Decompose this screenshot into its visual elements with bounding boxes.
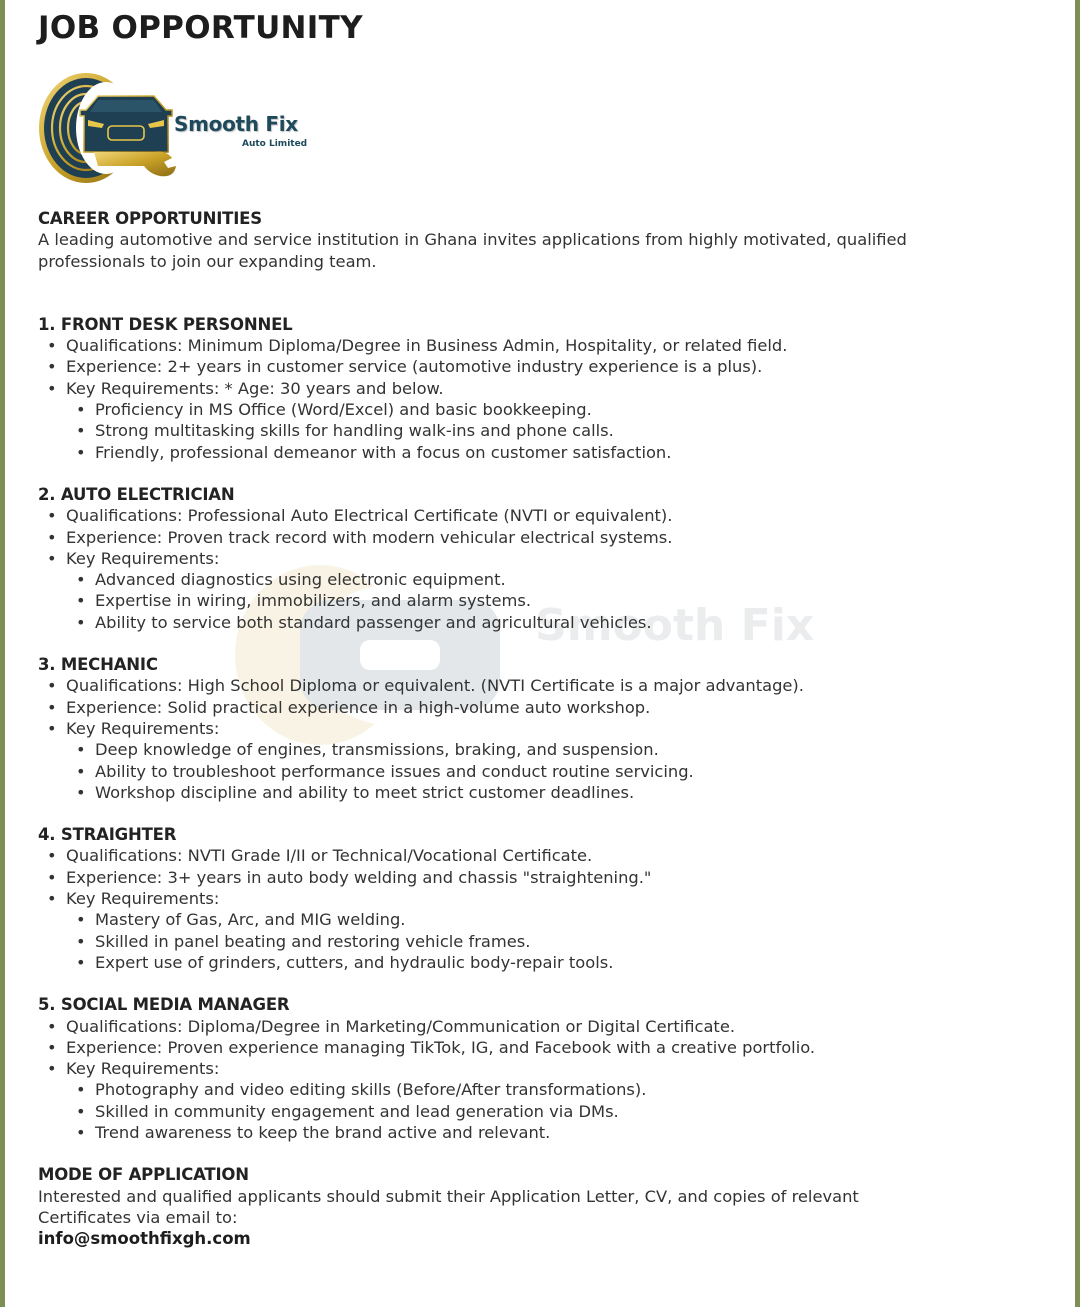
application-heading: MODE OF APPLICATION — [38, 1165, 249, 1185]
document-body — [38, 208, 1038, 1249]
list-item: • Key Requirements: — [38, 888, 1038, 909]
sub-list-item: • Ability to troubleshoot performance issues and conduct routine servicing. — [38, 761, 1038, 782]
application-line-2: Certificates via email to: — [38, 1207, 238, 1227]
sub-list-item: • Strong multitasking skills for handling walk-ins and phone calls. — [38, 420, 1038, 441]
sub-list-item: • Photography and video editing skills (Before/After transformations). — [38, 1079, 1038, 1100]
list-item: • Qualifications: Professional Auto Electrical Certificate (NVTI or equivalent). — [38, 505, 1038, 526]
sub-list-item: • Mastery of Gas, Arc, and MIG welding. — [38, 909, 1038, 930]
intro-heading: CAREER OPPORTUNITIES — [38, 209, 262, 228]
position-section — [38, 314, 1038, 463]
position-section — [38, 484, 1038, 633]
sub-list-item: • Proficiency in MS Office (Word/Excel) and basic bookkeeping. — [38, 399, 1038, 420]
position-section — [38, 654, 1038, 803]
sub-list-item: • Advanced diagnostics using electronic equipment. — [38, 569, 1038, 590]
contact-email-link[interactable]: info@smoothfixgh.com — [38, 1229, 251, 1249]
sub-list-item: • Deep knowledge of engines, transmissions, braking, and suspension. — [38, 739, 1038, 760]
list-item: • Experience: 3+ years in auto body welding and chassis "straightening." — [38, 867, 1038, 888]
list-item: • Qualifications: NVTI Grade I/II or Technical/Vocational Certificate. — [38, 845, 1038, 866]
list-item: • Experience: Solid practical experience in a high-volume auto workshop. — [38, 697, 1038, 718]
list-item: • Experience: Proven track record with modern vehicular electrical systems. — [38, 527, 1038, 548]
sub-list-item: • Ability to service both standard passenger and agricultural vehicles. — [38, 612, 1038, 633]
position-title: 1. FRONT DESK PERSONNEL — [38, 314, 293, 334]
list-item: • Qualifications: High School Diploma or equivalent. (NVTI Certificate is a major advantage). — [38, 675, 1038, 696]
application-section — [38, 1164, 1038, 1249]
application-line-1: Interested and qualified applicants should submit their Application Letter, CV, and copies of relevant — [38, 1186, 859, 1206]
sub-list-item: • Friendly, professional demeanor with a focus on customer satisfaction. — [38, 442, 1038, 463]
sub-list-item: • Skilled in community engagement and lead generation via DMs. — [38, 1101, 1038, 1122]
company-logo — [36, 70, 326, 188]
intro-section — [38, 208, 1038, 272]
position-title: 4. STRAIGHTER — [38, 825, 177, 845]
page-title: JOB OPPORTUNITY — [38, 10, 363, 46]
position-title: 2. AUTO ELECTRICIAN — [38, 484, 235, 504]
left-border — [0, 0, 5, 1307]
list-item: • Key Requirements: — [38, 718, 1038, 739]
position-section — [38, 824, 1038, 973]
list-item: • Qualifications: Diploma/Degree in Marketing/Communication or Digital Certificate. — [38, 1016, 1038, 1037]
list-item: • Experience: 2+ years in customer service (automotive industry experience is a plus). — [38, 356, 1038, 377]
logo-name: Smooth Fix — [174, 112, 298, 136]
sub-list-item: • Workshop discipline and ability to meet strict customer deadlines. — [38, 782, 1038, 803]
sub-list-item: • Trend awareness to keep the brand active and relevant. — [38, 1122, 1038, 1143]
watermark-text: Smooth Fix — [535, 600, 815, 651]
sub-list-item: • Skilled in panel beating and restoring vehicle frames. — [38, 931, 1038, 952]
right-border — [1075, 0, 1080, 1307]
list-item: • Qualifications: Minimum Diploma/Degree in Business Admin, Hospitality, or related field. — [38, 335, 1038, 356]
sub-list-item: • Expertise in wiring, immobilizers, and alarm systems. — [38, 590, 1038, 611]
intro-line-2: professionals to join our expanding team. — [38, 251, 377, 271]
position-title: 5. SOCIAL MEDIA MANAGER — [38, 995, 290, 1015]
sub-list-item: • Expert use of grinders, cutters, and hydraulic body-repair tools. — [38, 952, 1038, 973]
intro-line-1: A leading automotive and service institution in Ghana invites applications from highly motivated, qualified — [38, 230, 907, 250]
logo-subtitle: Auto Limited — [242, 139, 308, 149]
list-item: • Experience: Proven experience managing TikTok, IG, and Facebook with a creative portfolio. — [38, 1037, 1038, 1058]
list-item: • Key Requirements: — [38, 1058, 1038, 1079]
position-section — [38, 994, 1038, 1143]
position-title: 3. MECHANIC — [38, 655, 158, 675]
list-item: • Key Requirements: — [38, 548, 1038, 569]
list-item: • Key Requirements: * Age: 30 years and below. — [38, 378, 1038, 399]
